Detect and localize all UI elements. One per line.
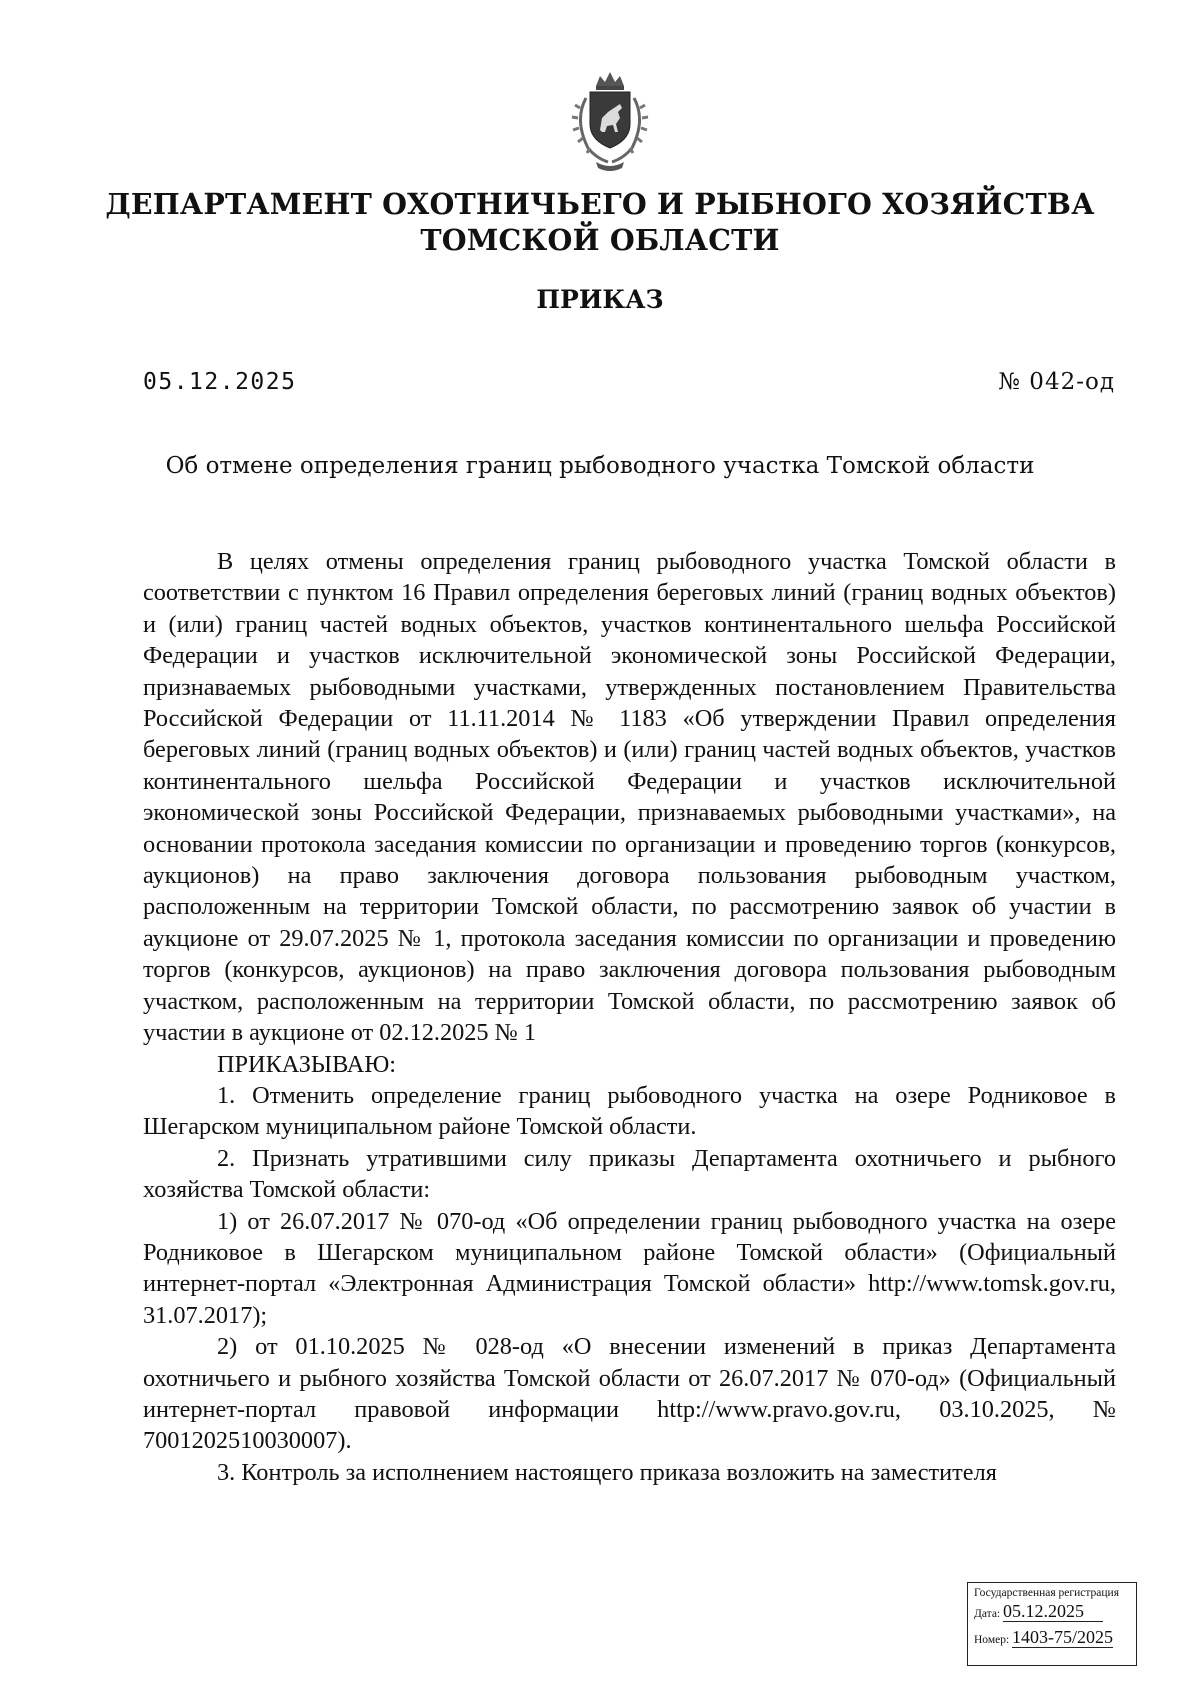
registration-date-value: 05.12.2025	[1003, 1601, 1103, 1622]
department-title	[100, 186, 1100, 258]
registration-date-label: Дата:	[974, 1608, 1001, 1620]
document-type: ПРИКАЗ	[536, 285, 664, 314]
registration-number-row	[974, 1627, 1130, 1653]
department-title-line-2: ТОМСКОЙ ОБЛАСТИ	[420, 223, 780, 257]
order-date: 05.12.2025	[143, 369, 297, 395]
registration-title: Государственная регистрация	[974, 1587, 1119, 1599]
order-item-2-2: 2) от 01.10.2025 № 028-од «О внесении изменений в приказ Департамента охотничьего и рыбного хозяйства Томской области от 26.07.2017 № 070-од» (Официальный интернет-портал правовой информации http://www.pravo.gov.ru, 03.10.2025, № 7001202510030007).	[143, 1333, 1116, 1455]
preamble-paragraph: В целях отмены определения границ рыбоводного участка Томской области в соответствии с пунктом 16 Правил определения береговых линий (границ водных объектов) и (или) границ частей водных объектов, участков континентального шельфа Российской Федерации и участков исключительной экономической зоны Российской Федерации, признаваемых рыбоводными участками, утвержденных постановлением Правительства Российской Федерации от 11.11.2014 № 1183 «Об утверждении Правил определения береговых линий (границ водных объектов) и (или) границ частей водных объектов, участков континентального шельфа Российской Федерации и участков исключительной экономической зоны Российской Федерации, признаваемых рыбоводными участками», на основании протокола заседания комиссии по организации и проведению торгов (конкурсов, аукционов) на право заключения договора пользования рыбоводным участком, расположенным на территории Томской области, по рассмотрению заявок об участии в аукционе от 29.07.2025 № 1, протокола заседания комиссии по организации и проведению торгов (конкурсов, аукционов) на право заключения договора пользования рыбоводным участком, расположенным на территории Томской области, по рассмотрению заявок об участии в аукционе от 02.12.2025 № 1	[143, 548, 1116, 1047]
registration-date-row	[974, 1601, 1130, 1627]
order-subject: Об отмене определения границ рыбоводного участка Томской области	[165, 453, 1035, 479]
order-item-1: 1. Отменить определение границ рыбоводного участка на озере Родниковое в Шегарском муниципальном районе Томской области.	[143, 1081, 1116, 1141]
order-item-2-1: 1) от 26.07.2017 № 070-од «Об определении границ рыбоводного участка на озере Родниковое в Шегарском муниципальном районе Томской области» (Официальный интернет-портал «Электронная Администрация Томской области» http://www.tomsk.gov.ru, 31.07.2017);	[143, 1207, 1116, 1329]
order-word: ПРИКАЗЫВАЮ:	[217, 1050, 397, 1078]
tomsk-region-coat-of-arms-icon	[566, 68, 654, 174]
department-title-line-1: ДЕПАРТАМЕНТ ОХОТНИЧЬЕГО И РЫБНОГО ХОЗЯЙСТВА	[105, 187, 1095, 221]
order-number: № 042-од	[998, 369, 1115, 395]
registration-stamp	[967, 1582, 1137, 1666]
registration-number-value: 1403-75/2025	[1012, 1627, 1114, 1647]
registration-number-label: Номер:	[974, 1634, 1010, 1646]
order-body	[143, 546, 1116, 1488]
order-item-3: 3. Контроль за исполнением настоящего приказа возложить на заместителя	[217, 1458, 997, 1486]
order-item-2: 2. Признать утратившими силу приказы Департамента охотничьего и рыбного хозяйства Томской области:	[143, 1144, 1116, 1204]
